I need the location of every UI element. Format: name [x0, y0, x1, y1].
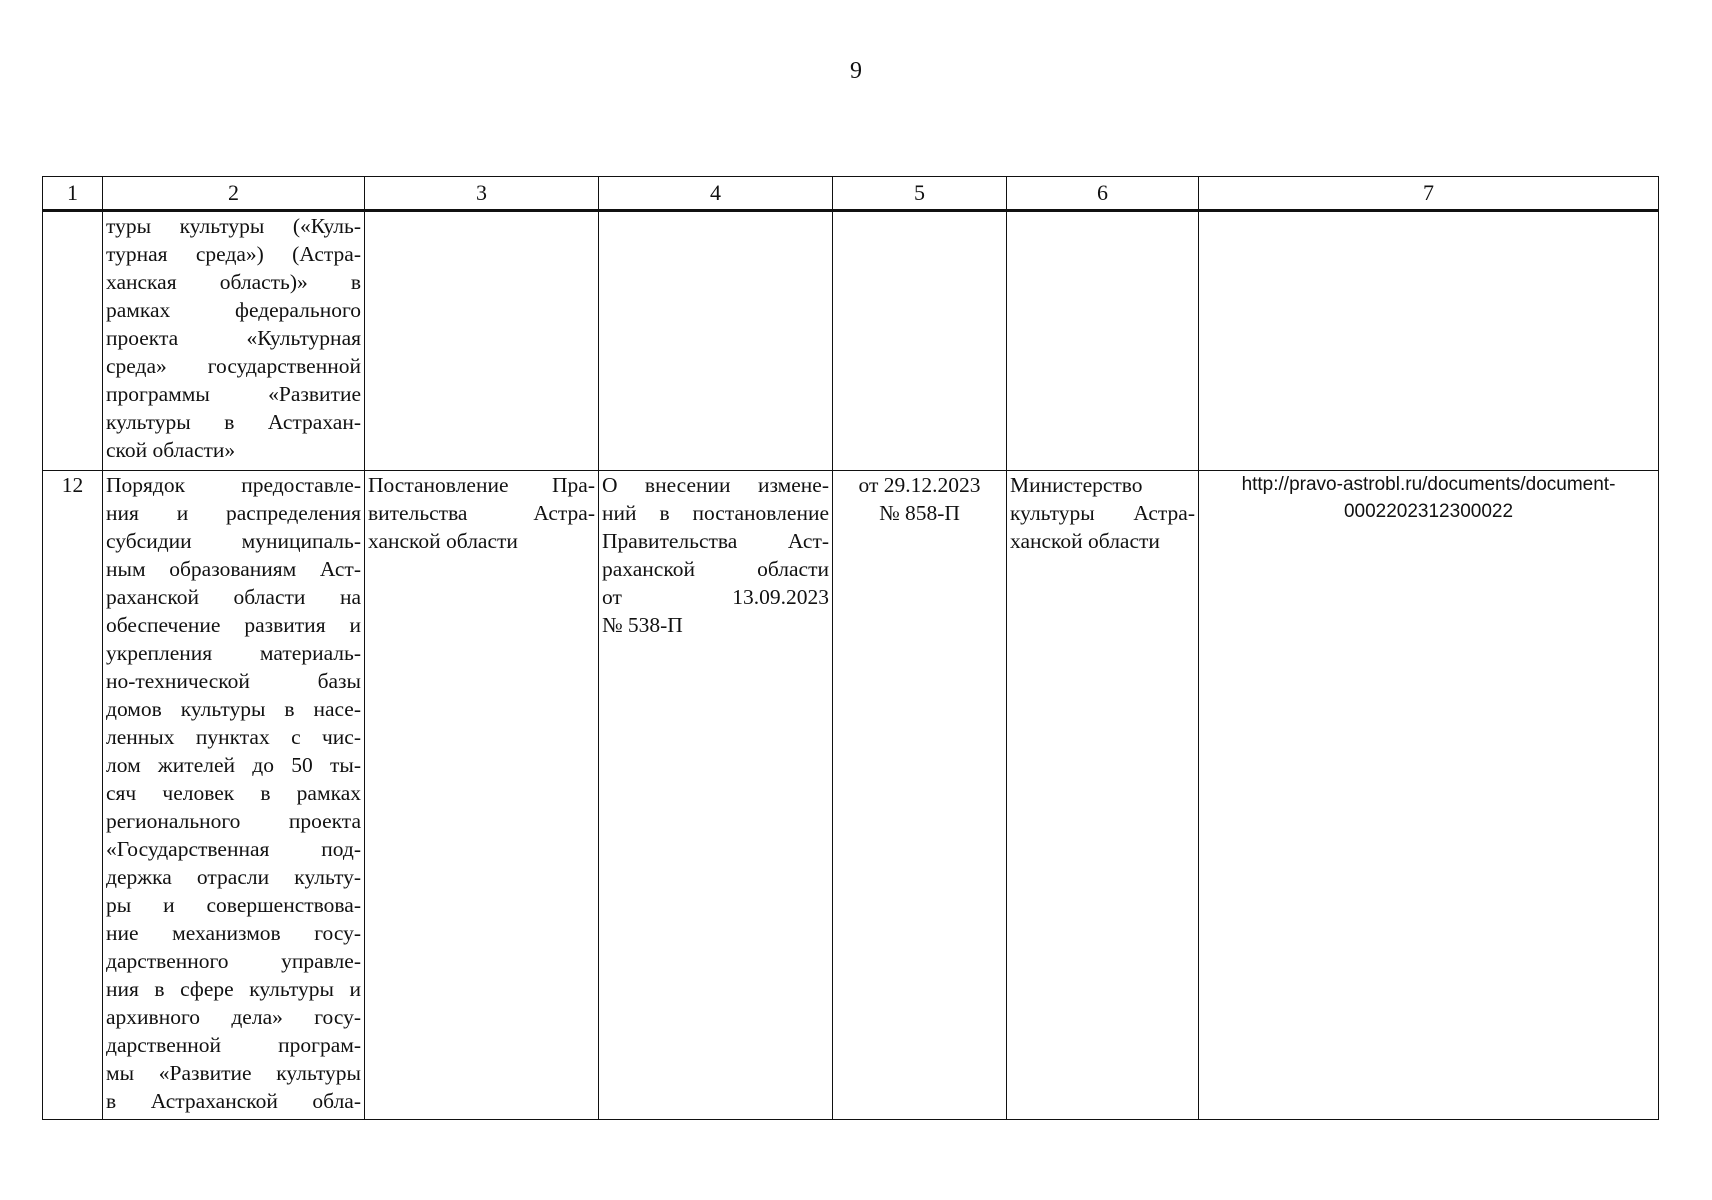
cell-line: ния и распределения [106, 501, 361, 525]
cell-line: «Государственная под- [106, 837, 361, 861]
document-type-cell [365, 211, 599, 471]
cell-line: дарственной програм- [106, 1033, 361, 1057]
document-title-cell [599, 471, 833, 1120]
cell-line: среда» государственной [106, 354, 361, 378]
column-header: 6 [1007, 177, 1199, 211]
cell-line: дарственного управле- [106, 949, 361, 973]
row-number-cell [43, 211, 103, 471]
column-header: 1 [43, 177, 103, 211]
document-date-cell [833, 211, 1007, 471]
cell-line: рамках федерального [106, 298, 361, 322]
cell-line: архивного дела» госу- [106, 1005, 361, 1029]
cell-line: Правительства Аст- [602, 529, 829, 553]
cell-line: ской области» [106, 438, 236, 462]
cell-line: ния в сфере культуры и [106, 977, 361, 1001]
cell-line: Порядок предоставле- [106, 473, 361, 497]
cell-line: от 13.09.2023 [602, 585, 829, 609]
cell-line: раханской области [602, 557, 829, 581]
agency-cell [1007, 211, 1199, 471]
column-header: 4 [599, 177, 833, 211]
cell-line: но-технической базы [106, 669, 361, 693]
document-url-cell [1199, 211, 1659, 471]
cell-line: ние механизмов госу- [106, 921, 361, 945]
cell-line: укрепления материаль- [106, 641, 361, 665]
cell-line: проекта «Культурная [106, 326, 361, 350]
cell-line: лом жителей до 50 ты- [106, 753, 361, 777]
document-date: от 29.12.2023 [858, 473, 981, 497]
cell-line: ханской области [1010, 529, 1160, 553]
cell-line: турная среда») (Астра- [106, 242, 361, 266]
cell-line: обеспечение развития и [106, 613, 361, 637]
cell-line: ленных пунктах с чис- [106, 725, 361, 749]
cell-line: ханской области [368, 529, 518, 553]
column-header: 5 [833, 177, 1007, 211]
cell-line: Министерство [1010, 473, 1143, 497]
cell-line: туры культуры («Куль- [106, 214, 361, 238]
document-name-cell [103, 471, 365, 1120]
cell-line: вительства Астра- [368, 501, 595, 525]
table-row [43, 211, 1659, 471]
document-url-cell [1199, 471, 1659, 1120]
cell-line: держка отрасли культу- [106, 865, 361, 889]
cell-line: культуры Астра- [1010, 501, 1195, 525]
page-number: 9 [850, 58, 862, 84]
document-number: № 858-П [879, 501, 960, 525]
column-header: 2 [103, 177, 365, 211]
cell-line: № 538-П [602, 613, 683, 637]
cell-line: 0002202312300022 [1343, 501, 1514, 522]
table-header-row [43, 177, 1659, 211]
row-number-cell: 12 [43, 471, 103, 1120]
cell-line: http://pravo-astrobl.ru/documents/document- [1241, 474, 1616, 495]
table-row [43, 471, 1659, 1120]
cell-line: домов культуры в насе- [106, 697, 361, 721]
column-header: 7 [1199, 177, 1659, 211]
document-table [42, 176, 1659, 1120]
document-title-cell [599, 211, 833, 471]
cell-line: сяч человек в рамках [106, 781, 361, 805]
cell-line: Постановление Пра- [368, 473, 595, 497]
cell-line: ным образованиям Аст- [106, 557, 361, 581]
cell-line: О внесении измене- [602, 473, 829, 497]
cell-line: регионального проекта [106, 809, 361, 833]
cell-line: ры и совершенствова- [106, 893, 361, 917]
cell-line: культуры в Астрахан- [106, 410, 361, 434]
document-date-cell [833, 471, 1007, 1120]
cell-line: раханской области на [106, 585, 361, 609]
document-name-cell [103, 211, 365, 471]
cell-line: субсидии муниципаль- [106, 529, 361, 553]
document-type-cell [365, 471, 599, 1120]
cell-line: в Астраханской обла- [106, 1089, 361, 1113]
cell-line: мы «Развитие культуры [106, 1061, 361, 1085]
cell-line: ханская область)» в [106, 270, 361, 294]
agency-cell [1007, 471, 1199, 1120]
cell-line: ний в постановление [602, 501, 829, 525]
column-header: 3 [365, 177, 599, 211]
cell-line: программы «Развитие [106, 382, 361, 406]
